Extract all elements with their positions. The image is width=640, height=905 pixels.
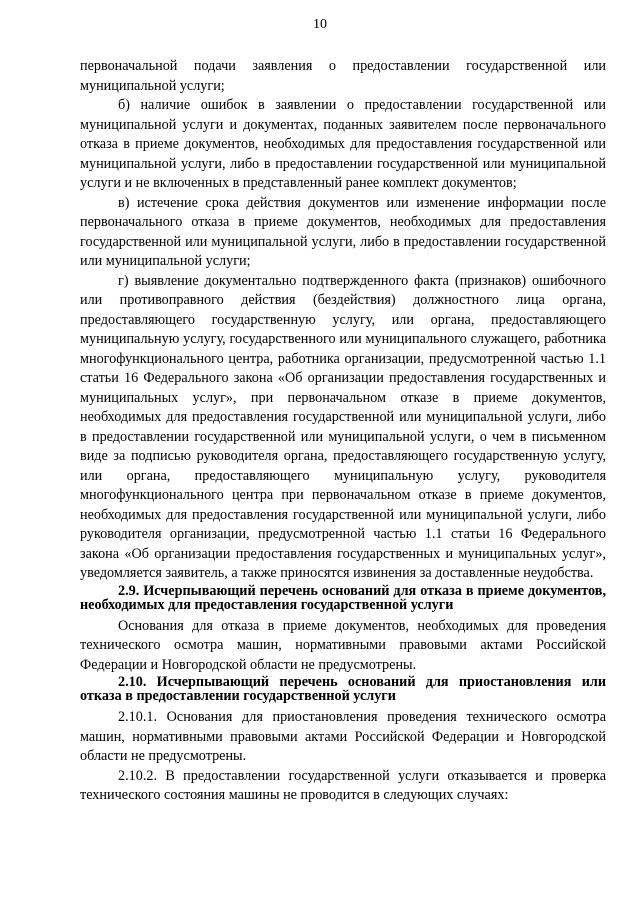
page-number: 10 bbox=[313, 17, 327, 32]
section-2-9-text: Основания для отказа в приеме документов, необходимых для проведения технического осмотра машин, нормативными правовыми актами Российской Федерации и Новгородской области не предусмотрены. bbox=[80, 617, 606, 673]
section-2-10-2-text: 2.10.2. В предоставлении государственной услуги отказывается и проверка технического состояния машины не проводится в следующих случаях: bbox=[80, 767, 606, 803]
paragraph-item-v: в) истечение срока действия документов или изменение информации после первоначального отказа в приеме документов, необходимых для предоставления государственной или муниципальной услуги, либо в предоставлении государственной или муниципальной услуги; bbox=[80, 194, 606, 269]
paragraph-item-b: б) наличие ошибок в заявлении о предоставлении государственной или муниципальной услуги и документах, поданных заявителем после первоначального отказа в приеме документов, необходимых для предоставления государственной или муниципальной услуги, либо в предоставлении государственной или муниципальной услуги и не включенных в представленный ранее комплект документов; bbox=[80, 97, 606, 191]
document-body bbox=[80, 57, 606, 806]
section-2-10-1-text: 2.10.1. Основания для приостановления проведения технического осмотра машин, нормативными правовыми актами Российской Федерации и Новгородской области не предусмотрены. bbox=[80, 709, 606, 764]
paragraph-continuation: первоначальной подачи заявления о предоставлении государственной или муниципальной услуги; bbox=[80, 58, 606, 94]
section-2-9-heading: 2.9. Исчерпывающий перечень оснований для отказа в приеме документов, необходимых для предоставления государственной услуги bbox=[80, 582, 606, 613]
paragraph-item-g: г) выявление документально подтвержденного факта (признаков) ошибочного или противоправного действия (бездействия) должностного лица органа, предоставляющего государственную услугу, или органа, предоставляющего муниципальную услугу, государственного или муниципального служащего, работника многофункционального центра, работника организации, предусмотренной частью 1.1 статьи 16 Федерального закона «Об организации предоставления государственных и муниципальных услуг», при первоначальном отказе в приеме документов, необходимых для предоставления государственной или муниципальной услуги, либо в предоставлении государственной или муниципальной услуги, о чем в письменном виде за подписью руководителя органа, предоставляющего государственную услугу, или органа, предоставляющего муниципальную услугу, руководителя многофункционального центра при первоначальном отказе в приеме документов, необходимых для предоставления государственной или муниципальной услуги, либо руководителя организации, предусмотренной частью 1.1 статьи 16 Федерального закона «Об организации предоставления государственных и муниципальных услуг», уведомляется заявитель, а также приносятся извинения за доставленные неудобства. bbox=[80, 272, 606, 581]
section-2-10-heading: 2.10. Исчерпывающий перечень оснований для приостановления или отказа в предоставлении государственной услуги bbox=[80, 674, 606, 704]
